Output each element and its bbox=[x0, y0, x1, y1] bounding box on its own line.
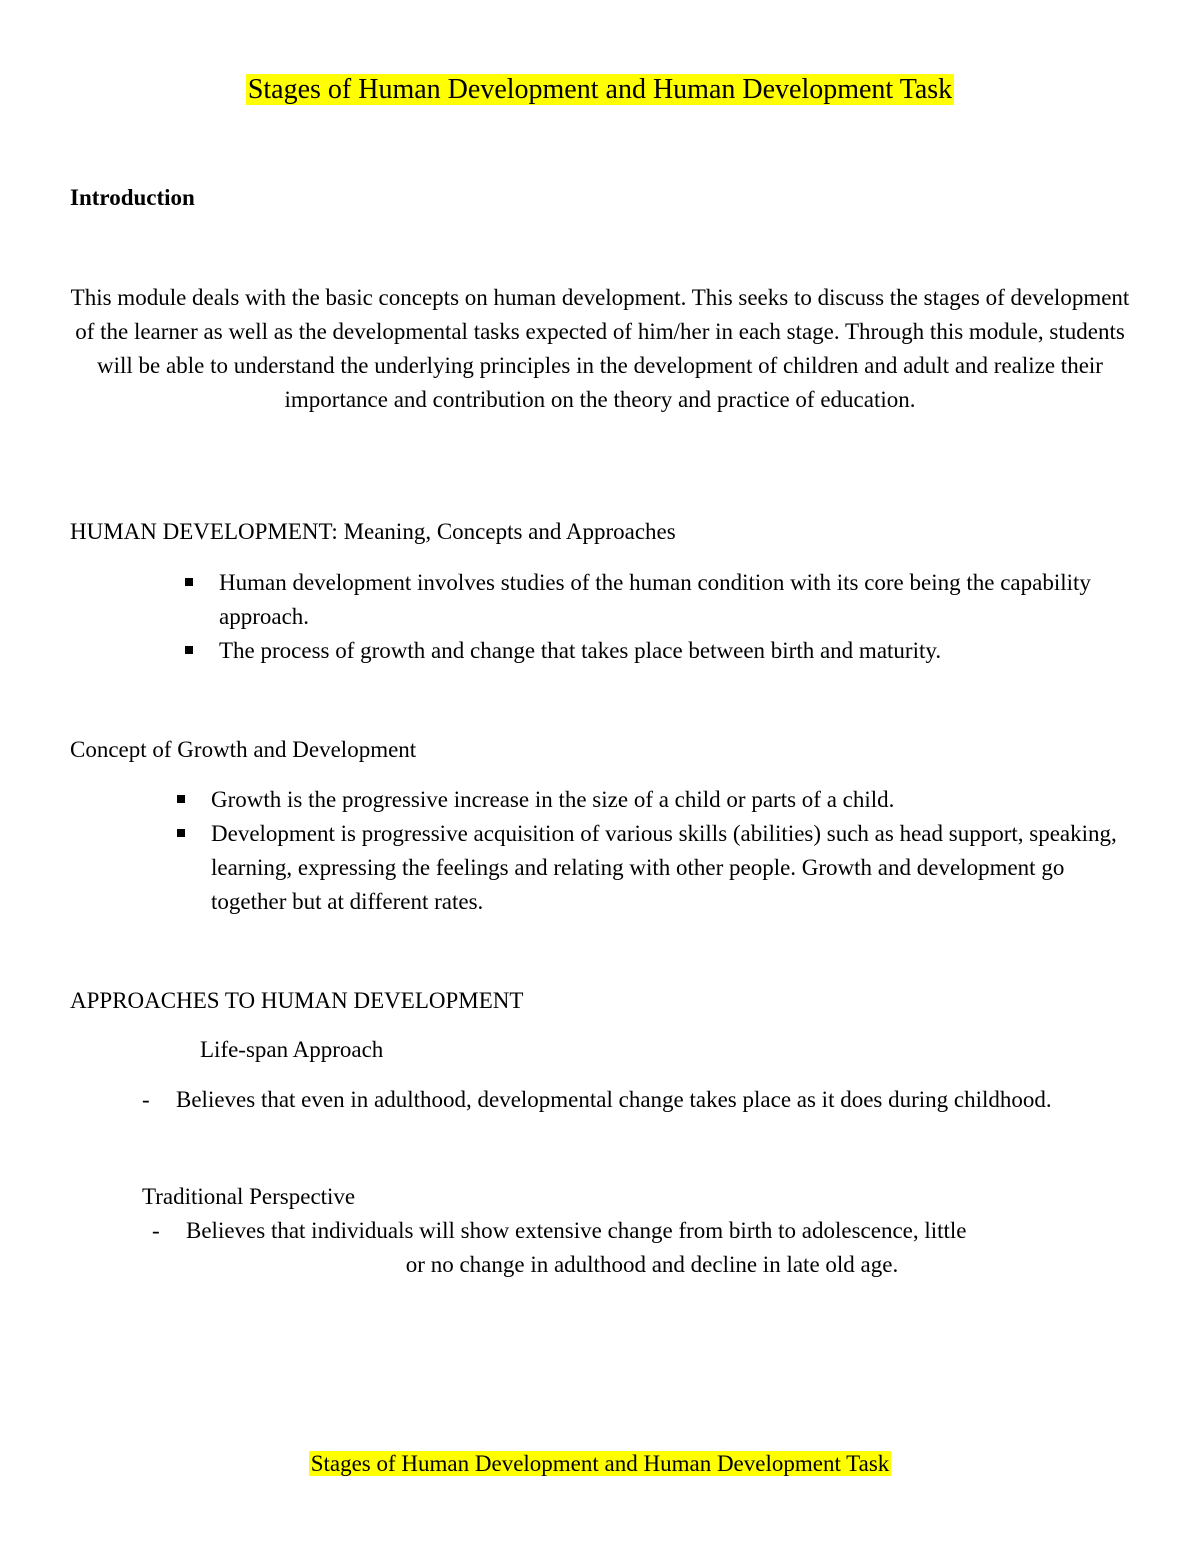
bullet-text: The process of growth and change that takes place between birth and maturity. bbox=[219, 638, 942, 663]
human-development-heading: HUMAN DEVELOPMENT: Meaning, Concepts and Approaches bbox=[70, 519, 676, 544]
document-title-text: Stages of Human Development and Human Development Task bbox=[247, 74, 953, 105]
square-bullet-icon bbox=[185, 578, 193, 586]
human-development-bullet-list bbox=[185, 566, 1135, 668]
bullet-text: Growth is the progressive increase in the size of a child or parts of a child. bbox=[211, 787, 895, 812]
square-bullet-icon bbox=[185, 646, 193, 654]
list-item bbox=[185, 634, 1135, 668]
dash-bullet: - bbox=[152, 1218, 160, 1243]
traditional-heading: Traditional Perspective bbox=[142, 1184, 356, 1209]
page-footer bbox=[0, 1448, 1200, 1480]
traditional-item bbox=[152, 1214, 1142, 1248]
life-span-heading: Life-span Approach bbox=[200, 1037, 384, 1062]
life-span-item bbox=[142, 1083, 1132, 1117]
traditional-text-line1: Believes that individuals will show extensive change from birth to adolescence, little bbox=[186, 1218, 967, 1243]
approaches-heading: APPROACHES TO HUMAN DEVELOPMENT bbox=[70, 988, 524, 1013]
document-title bbox=[0, 72, 1200, 108]
list-item bbox=[177, 817, 1127, 919]
growth-development-bullet-list bbox=[177, 783, 1127, 919]
bullet-text: Human development involves studies of the human condition with its core being the capability approach. bbox=[219, 570, 1091, 629]
square-bullet-icon bbox=[177, 795, 185, 803]
growth-development-heading: Concept of Growth and Development bbox=[70, 737, 417, 762]
introduction-paragraph: This module deals with the basic concepts on human development. This seeks to discuss the stages of development of the learner as well as the developmental tasks expected of him/her in each stage. Through this module, students will be able to understand the underlying principles in the development of children and adult and realize their importance and contribution on the theory and practice of education. bbox=[70, 285, 1130, 412]
introduction-heading: Introduction bbox=[70, 185, 195, 210]
bullet-text: Development is progressive acquisition of various skills (abilities) such as head support, speaking, learning, expressing the feelings and relating with other people. Growth and development go together but at different rates. bbox=[211, 821, 1117, 914]
traditional-text-line2: or no change in adulthood and decline in late old age. bbox=[405, 1252, 899, 1277]
list-item bbox=[177, 783, 1127, 817]
life-span-text: Believes that even in adulthood, developmental change takes place as it does during childhood. bbox=[176, 1087, 1052, 1112]
list-item bbox=[185, 566, 1135, 634]
traditional-text-continued bbox=[0, 1248, 1200, 1282]
square-bullet-icon bbox=[177, 829, 185, 837]
dash-bullet: - bbox=[142, 1087, 150, 1112]
footer-text: Stages of Human Development and Human Development Task bbox=[310, 1451, 890, 1476]
